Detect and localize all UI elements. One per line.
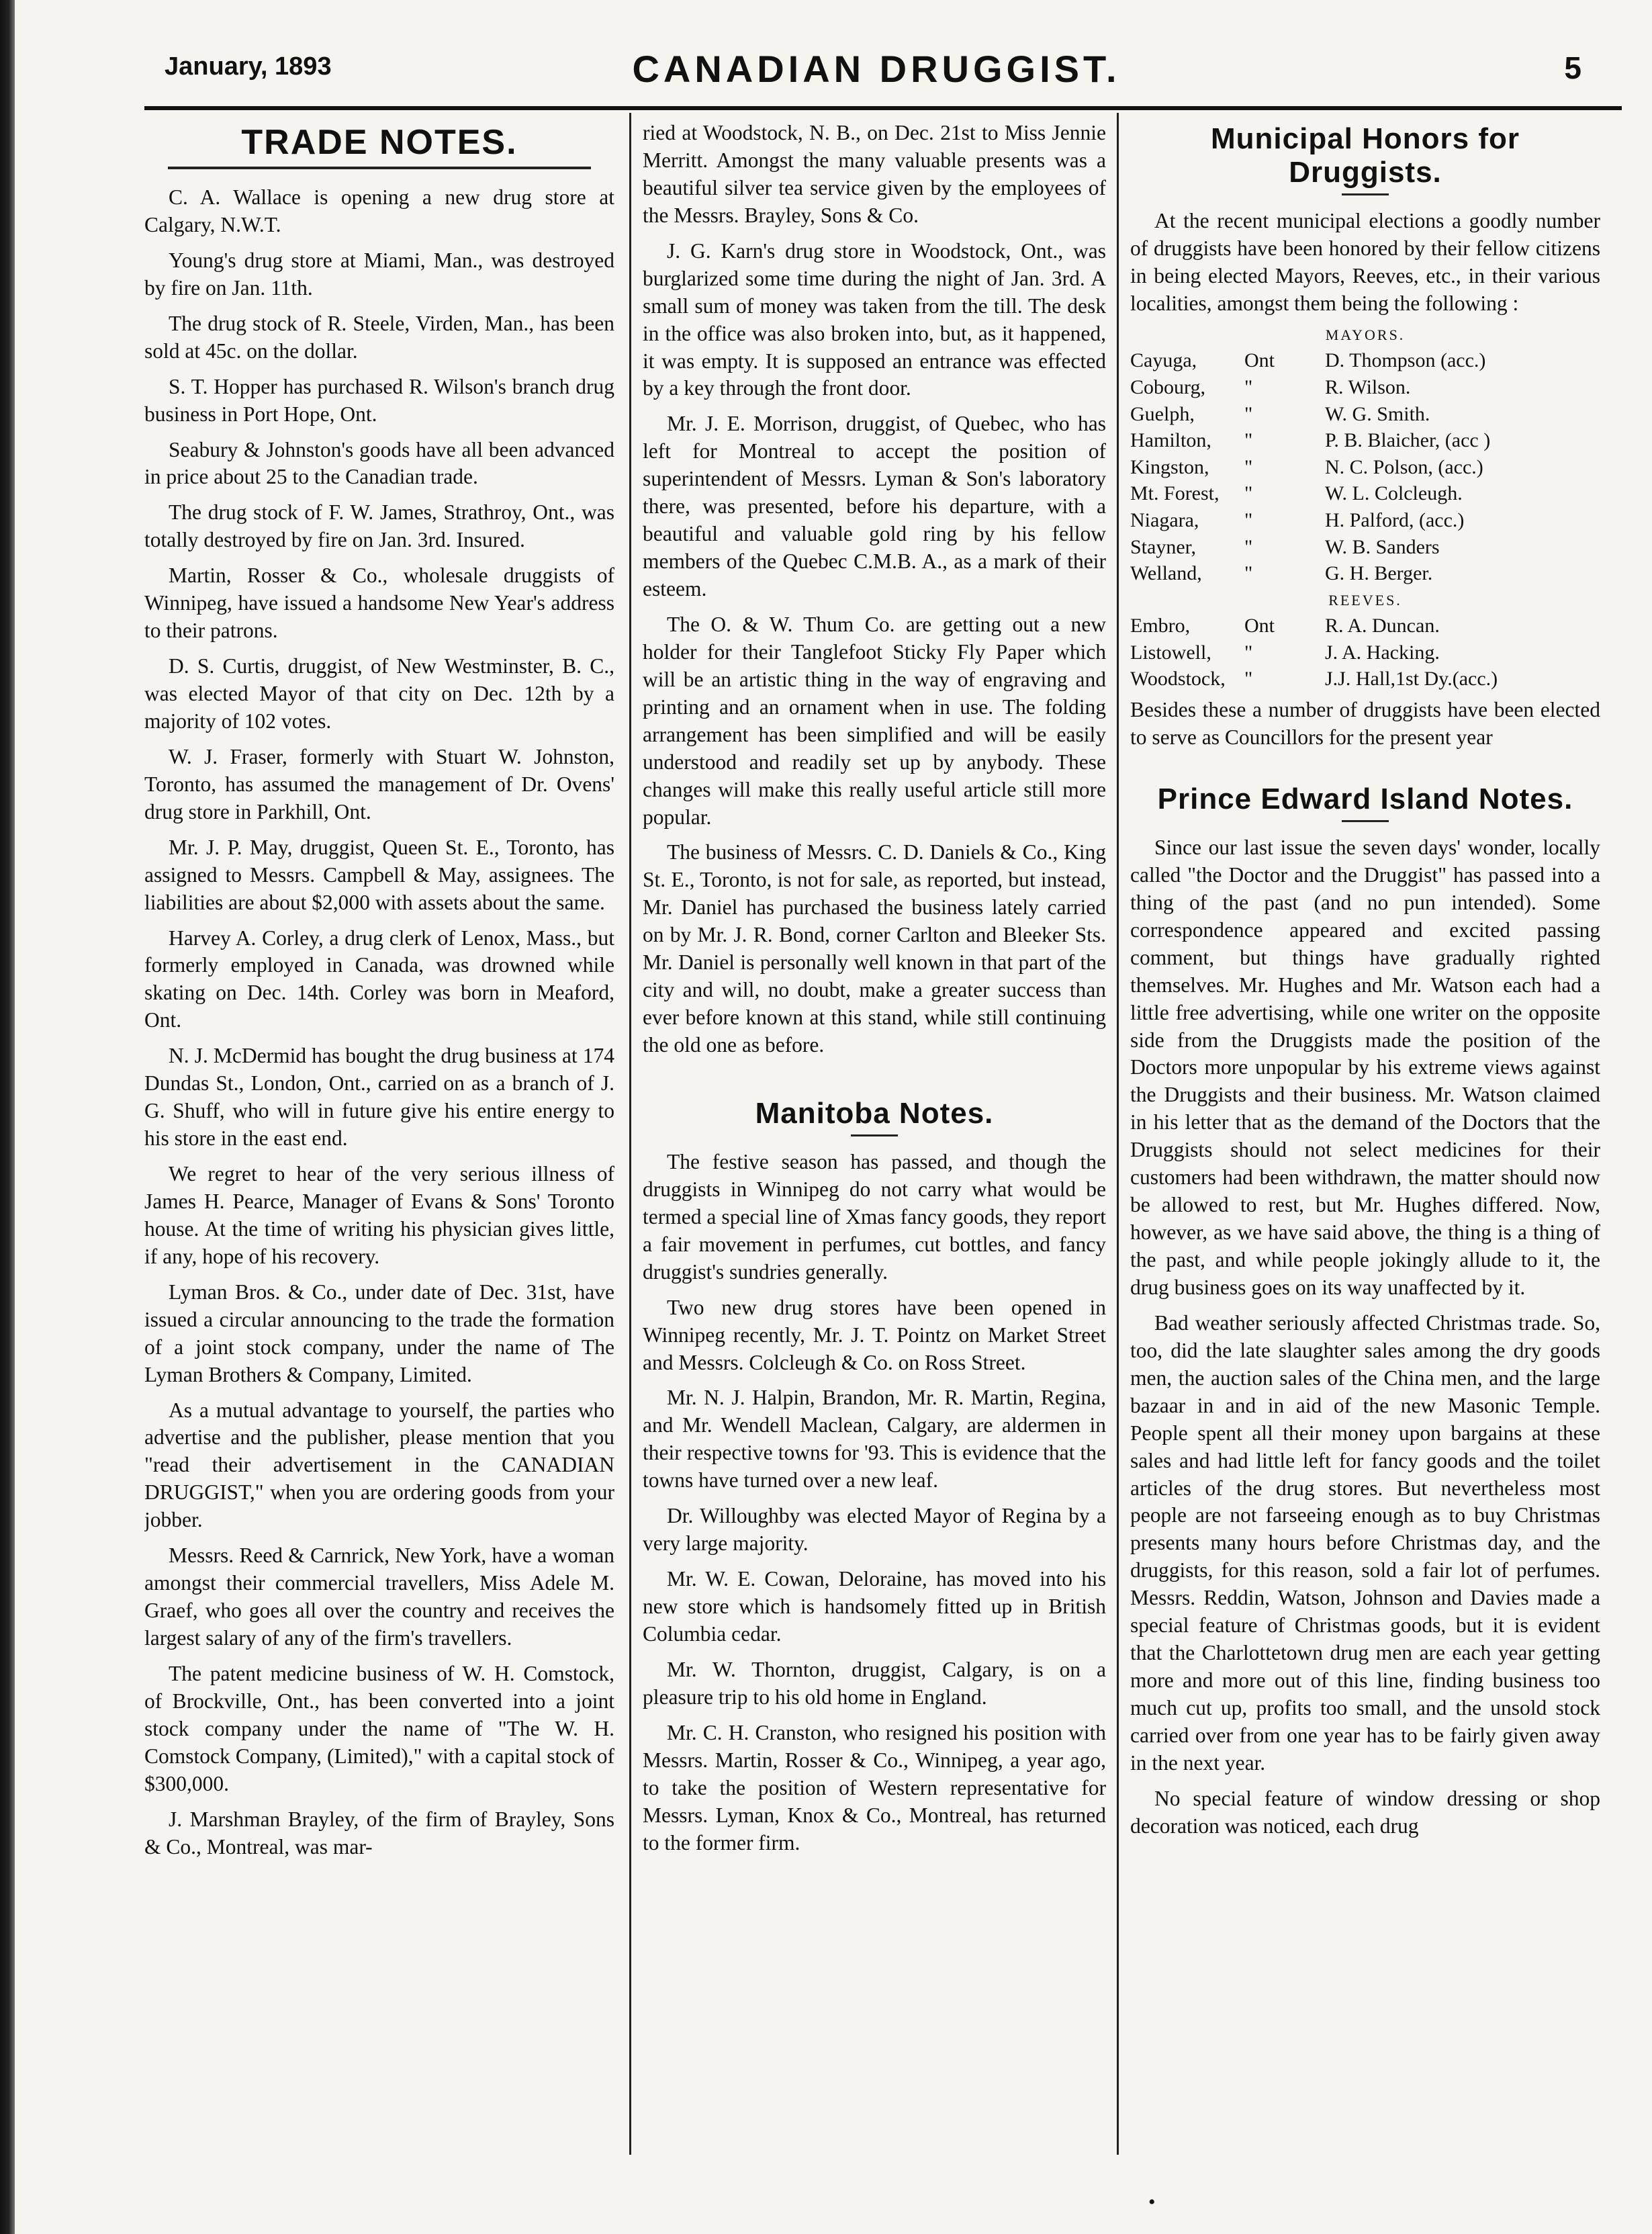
honors-row <box>1130 560 1600 587</box>
honors-row <box>1130 534 1600 561</box>
honors-row <box>1130 613 1600 639</box>
honors-place: Welland, <box>1130 562 1202 585</box>
continued-paragraph: ried at Woodstock, N. B., on Dec. 21st to Miss Jennie Merritt. Amongst the many valuable presents was a beautiful silver tea service given by the employees of the Messrs. Brayley, Sons & Co. <box>643 121 1106 227</box>
honors-name: J.J. Hall,1st Dy.(acc.) <box>1325 668 1498 690</box>
honors-name: J. A. Hacking. <box>1325 641 1440 664</box>
trade-note-paragraph: Lyman Bros. & Co., under date of Dec. 31st, have issued a circular announcing to the trade the formation of a joint stock company, under the name of The Lyman Brothers & Company, Limited. <box>144 1280 614 1386</box>
pei-paragraph: Bad weather seriously affected Christmas trade. So, too, did the late slaughter sales among the dry goods men, the auction sales of the China men, and the large bazaar in and in aid of the new Masonic Temple. People spent all their money upon bargains at these sales and had little left for fancy goods and the toilet articles of the drug stores. But nevertheless most people are not farseeing enough as to buy Christmas presents many hours before Christmas day, and the druggists, for this reason, sold a fair lot of perfumes. Messrs. Reddin, Watson, Johnson and Davies made a special feature of Christmas goods, but it is evident that the Charlottetown drug men are each year getting more and more out of this line, finding business too much cut up, profits too small, and the unsold stock carried over from one year has to be fairly given away in the next year. <box>1130 1310 1600 1775</box>
trade-note-paragraph: The drug stock of F. W. James, Strathroy, Ont., was totally destroyed by fire on Jan. 3rd. Insured. <box>144 500 614 552</box>
trade-note-paragraph: S. T. Hopper has purchased R. Wilson's branch drug business in Port Hope, Ont. <box>144 374 614 426</box>
scan-edge <box>0 0 15 2234</box>
honors-name: W. L. Colcleugh. <box>1325 482 1463 505</box>
manitoba-paragraph: Dr. Willoughby was elected Mayor of Regina by a very large majority. <box>643 1504 1106 1556</box>
honors-prov: " <box>1244 508 1253 531</box>
manitoba-paragraph: Mr. W. Thornton, druggist, Calgary, is on a pleasure trip to his old home in England. <box>643 1657 1106 1709</box>
honors-place: Hamilton, <box>1130 429 1211 452</box>
column-middle <box>643 120 1106 2161</box>
pei-paragraph: Since our last issue the seven days' wonder, locally called "the Doctor and the Druggist" has passed into a thing of the past (and no pun intended). Some correspondence appeared and excited passing comment, but things have gradually righted themselves. Mr. Hughes and Mr. Watson each had a little free advertising, while one writer on the opposite side from the Druggists made the position of the Doctors more unpopular by his extreme views against the Druggists and their business. Mr. Watson claimed in his letter that as the demand of the Doctors that the Druggists should not select medicines for their customers had been withdrawn, the matter should now be allowed to rest, but Mr. Hughes differed. Now, however, as we have said above, the thing is a thing of the past, and while people jokingly allude to it, the drug business goes on its way unaffected by it. <box>1130 835 1600 1299</box>
honors-prov: Ont <box>1244 349 1275 372</box>
honors-place: Niagara, <box>1130 508 1199 531</box>
honors-prov: " <box>1244 402 1253 425</box>
news-paragraph: The O. & W. Thum Co. are getting out a new holder for their Tanglefoot Sticky Fly Paper which will be an artistic thing in the way of engraving and printing and an ornament when in use. The folding arrangement has been simplified and will be easily understood and readily set up by anybody. These changes will make this really useful article still more popular. <box>643 612 1106 829</box>
honors-place: Mt. Forest, <box>1130 482 1220 505</box>
mayors-heading: MAYORS. <box>1325 326 1406 343</box>
honors-row <box>1130 347 1600 374</box>
header-rule <box>144 106 1622 110</box>
section-title-municipal-honors: Municipal Honors for Druggists. <box>1211 122 1520 189</box>
trade-note-paragraph: Mr. J. P. May, druggist, Queen St. E., Toronto, has assigned to Messrs. Campbell & May, assignees. The liabilities are about $2,000 with assets about the same. <box>144 835 614 914</box>
page-number: 5 <box>1564 50 1581 85</box>
title-rule <box>851 1134 898 1136</box>
honors-prov: " <box>1244 668 1253 690</box>
title-rule <box>1342 193 1389 195</box>
honors-prov: Ont <box>1244 615 1275 637</box>
honors-row <box>1130 454 1600 481</box>
pei-body <box>1130 834 1600 1840</box>
honors-prov: " <box>1244 375 1253 398</box>
footer-mark: • <box>1148 2191 1156 2213</box>
news-paragraph: J. G. Karn's drug store in Woodstock, Ont., was burglarized some time during the night of Jan. 3rd. A small sum of money was taken from the till. The desk in the office was also broken into, but, as it happened, it was empty. It is supposed an entrance was effected by a key through the front door. <box>643 238 1106 400</box>
reeves-heading: REEVES. <box>1328 591 1402 609</box>
column-trade-notes <box>144 120 614 2161</box>
mayors-table <box>1130 347 1600 586</box>
honors-place: Cobourg, <box>1130 375 1205 398</box>
publication-title: CANADIAN DRUGGIST. <box>632 48 1121 90</box>
honors-name: R. A. Duncan. <box>1325 615 1440 637</box>
honors-row <box>1130 427 1600 454</box>
trade-note-paragraph: W. J. Fraser, formerly with Stuart W. Johnston, Toronto, has assumed the management of Dr. Ovens' drug store in Parkhill, Ont. <box>144 744 614 823</box>
honors-row <box>1130 666 1600 692</box>
title-rule <box>168 167 591 169</box>
trade-note-paragraph: Young's drug store at Miami, Man., was destroyed by fire on Jan. 11th. <box>144 248 614 300</box>
honors-prov: " <box>1244 535 1253 558</box>
trade-note-paragraph: J. Marshman Brayley, of the firm of Brayley, Sons & Co., Montreal, was mar- <box>144 1807 614 1859</box>
trade-note-paragraph: The patent medicine business of W. H. Comstock, of Brockville, Ont., has been converted into a joint stock company under the name of "The W. H. Comstock Company, (Limited)," with a capital stock of $300,000. <box>144 1661 614 1795</box>
honors-name: W. G. Smith. <box>1325 402 1430 425</box>
honors-name: N. C. Polson, (acc.) <box>1325 455 1483 478</box>
honors-prov: " <box>1244 641 1253 664</box>
honors-place: Listowell, <box>1130 641 1211 664</box>
honors-name: G. H. Berger. <box>1325 562 1433 585</box>
trade-note-paragraph: Harvey A. Corley, a drug clerk of Lenox, Mass., but formerly employed in Canada, was drowned while skating on Dec. 14th. Corley was born in Meaford, Ont. <box>144 926 614 1032</box>
honors-name: R. Wilson. <box>1325 375 1411 398</box>
trade-note-paragraph: N. J. McDermid has bought the drug business at 174 Dundas St., London, Ont., carried on as a branch of J. G. Shuff, who will in future give his entire energy to his store in the east end. <box>144 1044 614 1151</box>
honors-row <box>1130 401 1600 428</box>
manitoba-paragraph: The festive season has passed, and though the druggists in Winnipeg do not carry what would be termed a special line of Xmas fancy goods, they report a fair movement in perfumes, cut bottles, and fancy druggist's sundries generally. <box>643 1149 1106 1284</box>
honors-place: Stayner, <box>1130 535 1196 558</box>
trade-note-paragraph: We regret to hear of the very serious illness of James H. Pearce, Manager of Evans & Sons' Toronto house. At the time of writing his physician gives little, if any, hope of his recovery. <box>144 1162 614 1268</box>
manitoba-paragraph: Mr. N. J. Halpin, Brandon, Mr. R. Martin, Regina, and Mr. Wendell Maclean, Calgary, are aldermen in their respective towns for '93. This is evidence that the towns have turned over a new leaf. <box>643 1386 1106 1492</box>
honors-row <box>1130 507 1600 534</box>
column-divider <box>629 113 631 2155</box>
honors-name: D. Thompson (acc.) <box>1325 349 1486 372</box>
issue-date: January, 1893 <box>165 52 332 81</box>
trade-note-paragraph: Martin, Rosser & Co., wholesale druggists of Winnipeg, have issued a handsome New Year's address to their patrons. <box>144 564 614 643</box>
pei-paragraph: No special feature of window dressing or shop decoration was noticed, each drug <box>1130 1786 1600 1838</box>
honors-row <box>1130 639 1600 666</box>
title-rule <box>1342 820 1389 822</box>
honors-prov: " <box>1244 482 1253 505</box>
honors-prov: " <box>1244 562 1253 585</box>
honors-place: Kingston, <box>1130 455 1209 478</box>
honors-name: H. Palford, (acc.) <box>1325 508 1465 531</box>
honors-prov: " <box>1244 455 1253 478</box>
honors-row <box>1130 374 1600 401</box>
trade-note-paragraph: As a mutual advantage to yourself, the parties who advertise and the publisher, please mention that you "read their advertisement in the CANADIAN DRUGGIST," when you are ordering goods from your jobber. <box>144 1398 614 1532</box>
section-title-trade-notes: TRADE NOTES. <box>241 123 518 162</box>
manitoba-paragraph: Mr. W. E. Cowan, Deloraine, has moved into his new store which is handsomely fitted up in British Columbia cedar. <box>643 1567 1106 1646</box>
honors-place: Cayuga, <box>1130 349 1197 372</box>
manitoba-paragraph: Mr. C. H. Cranston, who resigned his position with Messrs. Martin, Rosser & Co., Winnipeg, a year ago, to take the position of Western representative for Messrs. Lyman, Knox & Co., Montreal, has returned to the former firm. <box>643 1720 1106 1855</box>
honors-place: Guelph, <box>1130 402 1195 425</box>
honors-outro: Besides these a number of druggists have been elected to serve as Councillors for the present year <box>1130 698 1600 749</box>
section-title-manitoba: Manitoba Notes. <box>755 1096 994 1130</box>
honors-name: P. B. Blaicher, (acc ) <box>1325 429 1491 452</box>
honors-place: Embro, <box>1130 615 1191 637</box>
news-paragraph: The business of Messrs. C. D. Daniels & Co., King St. E., Toronto, is not for sale, as reported, but instead, Mr. Daniel has purchased the business lately carried on by Mr. J. R. Bond, corner Carlton and Bleeker Sts. Mr. Daniel is personally well known in that part of the city and will, no doubt, make a greater success than ever before known at this stand, while still continuing the old one as before. <box>643 840 1106 1057</box>
manitoba-body <box>643 1149 1106 1857</box>
honors-prov: " <box>1244 429 1253 452</box>
trade-notes-body <box>144 184 614 1861</box>
trade-note-paragraph: Seabury & Johnston's goods have all been advanced in price about 25 to the Canadian trade. <box>144 437 614 489</box>
section-title-pei: Prince Edward Island Notes. <box>1157 782 1573 815</box>
column-divider <box>1117 113 1119 2155</box>
middle-body <box>643 238 1106 1059</box>
trade-note-paragraph: D. S. Curtis, druggist, of New Westminster, B. C., was elected Mayor of that city on Dec. 12th by a majority of 102 votes. <box>144 654 614 733</box>
trade-note-paragraph: Messrs. Reed & Carnrick, New York, have a woman amongst their commercial travellers, Miss Adele M. Graef, who goes all over the country and receives the largest salary of any of the firm's travellers. <box>144 1544 614 1650</box>
trade-note-paragraph: The drug stock of R. Steele, Virden, Man., has been sold at 45c. on the dollar. <box>144 311 614 363</box>
column-right <box>1130 120 1600 2161</box>
honors-row <box>1130 480 1600 507</box>
page-header <box>144 47 1608 101</box>
manitoba-paragraph: Two new drug stores have been opened in Winnipeg recently, Mr. J. T. Pointz on Market Street and Messrs. Colcleugh & Co. on Ross Street. <box>643 1295 1106 1374</box>
reeves-table <box>1130 613 1600 692</box>
trade-note-paragraph: C. A. Wallace is opening a new drug store at Calgary, N.W.T. <box>144 185 614 236</box>
honors-name: W. B. Sanders <box>1325 535 1440 558</box>
honors-place: Woodstock, <box>1130 668 1226 690</box>
news-paragraph: Mr. J. E. Morrison, druggist, of Quebec, who has left for Montreal to accept the position of superintendent of Messrs. Lyman & Son's laboratory there, was presented, before his departure, with a beautiful and valuable gold ring by his fellow members of the Quebec C.M.B. A., as a mark of their esteem. <box>643 412 1106 600</box>
honors-intro: At the recent municipal elections a goodly number of druggists have been honored by their fellow citizens in being elected Mayors, Reeves, etc., in their various localities, amongst them being the following : <box>1130 209 1600 315</box>
